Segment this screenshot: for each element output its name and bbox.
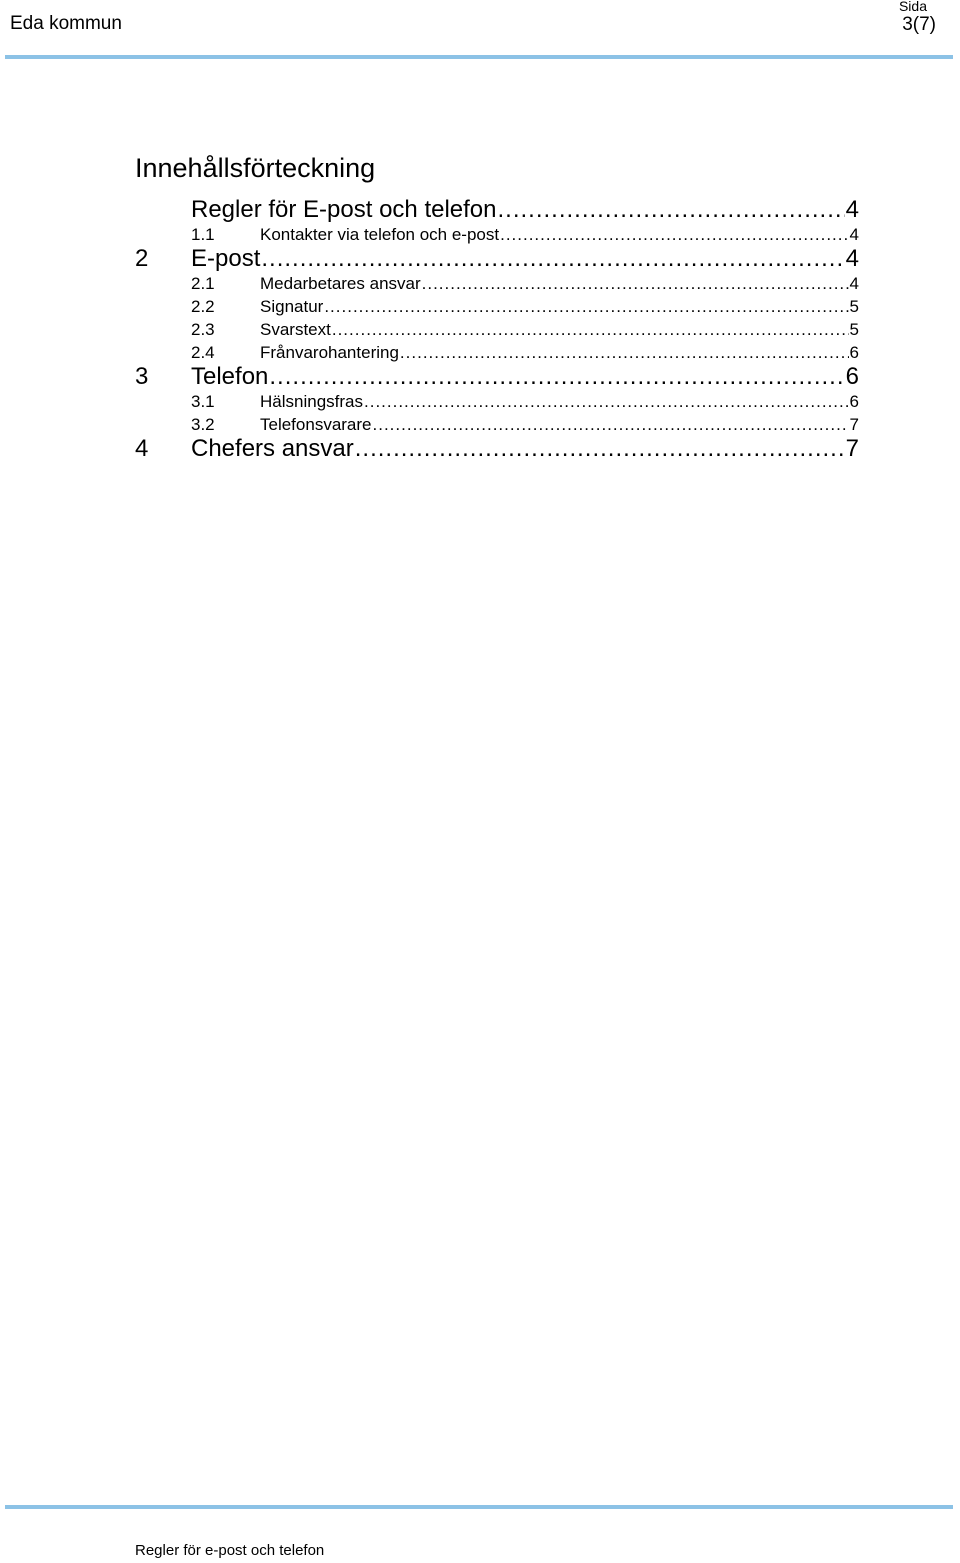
toc-dot-leader xyxy=(261,246,844,272)
toc-dot-leader xyxy=(355,436,845,462)
toc-entry-page: 5 xyxy=(849,297,859,316)
table-of-contents xyxy=(135,197,859,462)
footer-document-title: Regler för e-post och telefon xyxy=(135,1542,325,1559)
toc-dot-leader xyxy=(422,273,849,295)
toc-entry-title: E-post xyxy=(191,245,261,272)
toc-entry[interactable] xyxy=(135,414,859,436)
toc-entry-title: Signatur xyxy=(260,297,324,316)
toc-entry-page: 4 xyxy=(849,274,859,293)
toc-entry[interactable] xyxy=(135,197,859,223)
toc-entry-number: 2.1 xyxy=(191,274,215,293)
toc-entry-page: 6 xyxy=(845,363,859,390)
toc-entry[interactable] xyxy=(135,391,859,413)
toc-entry-title: Telefonsvarare xyxy=(260,415,372,434)
toc-entry[interactable] xyxy=(135,296,859,318)
toc-entry-page: 4 xyxy=(845,196,859,223)
toc-dot-leader xyxy=(324,296,848,318)
page-label: Sida xyxy=(898,0,927,14)
toc-entry-title: Hälsningsfras xyxy=(260,392,363,411)
toc-dot-leader xyxy=(498,197,845,223)
toc-title: Innehållsförteckning xyxy=(135,153,376,183)
toc-dot-leader xyxy=(500,224,848,246)
header-divider xyxy=(5,55,953,59)
toc-entry-title: Frånvarohantering xyxy=(260,343,399,362)
toc-dot-leader xyxy=(269,364,844,390)
footer-divider xyxy=(5,1505,953,1509)
toc-entry[interactable] xyxy=(135,246,859,272)
page-number: 3(7) xyxy=(902,14,936,35)
toc-entry-number: 3.2 xyxy=(191,415,215,434)
toc-entry[interactable] xyxy=(135,273,859,295)
toc-entry[interactable] xyxy=(135,319,859,341)
toc-entry-title: Kontakter via telefon och e-post xyxy=(260,225,500,244)
toc-entry[interactable] xyxy=(135,224,859,246)
toc-entry-title: Telefon xyxy=(191,363,269,390)
toc-entry-page: 6 xyxy=(849,392,859,411)
toc-entry-number: 2.2 xyxy=(191,297,215,316)
toc-entry-title: Chefers ansvar xyxy=(191,435,354,462)
toc-entry-number: 1.1 xyxy=(191,225,215,244)
toc-dot-leader xyxy=(373,414,849,436)
toc-entry-number: 3.1 xyxy=(191,392,215,411)
organization-name: Eda kommun xyxy=(10,13,122,34)
toc-entry-title: Regler för E-post och telefon xyxy=(191,196,497,223)
toc-entry[interactable] xyxy=(135,364,859,390)
toc-entry-page: 5 xyxy=(849,320,859,339)
toc-dot-leader xyxy=(400,342,849,364)
toc-entry-page: 4 xyxy=(845,245,859,272)
toc-entry-number: 4 xyxy=(135,435,149,462)
toc-entry-page: 4 xyxy=(849,225,859,244)
toc-entry-page: 6 xyxy=(849,343,859,362)
toc-entry[interactable] xyxy=(135,436,859,462)
toc-dot-leader xyxy=(332,319,849,341)
toc-entry-page: 7 xyxy=(845,435,859,462)
toc-entry-page: 7 xyxy=(849,415,859,434)
toc-entry-number: 2 xyxy=(135,245,149,272)
toc-entry-title: Medarbetares ansvar xyxy=(260,274,421,293)
toc-entry-title: Svarstext xyxy=(260,320,331,339)
toc-entry-number: 2.3 xyxy=(191,320,215,339)
toc-dot-leader xyxy=(364,391,849,413)
toc-entry-number: 2.4 xyxy=(191,343,215,362)
toc-entry[interactable] xyxy=(135,342,859,364)
toc-entry-number: 3 xyxy=(135,363,149,390)
